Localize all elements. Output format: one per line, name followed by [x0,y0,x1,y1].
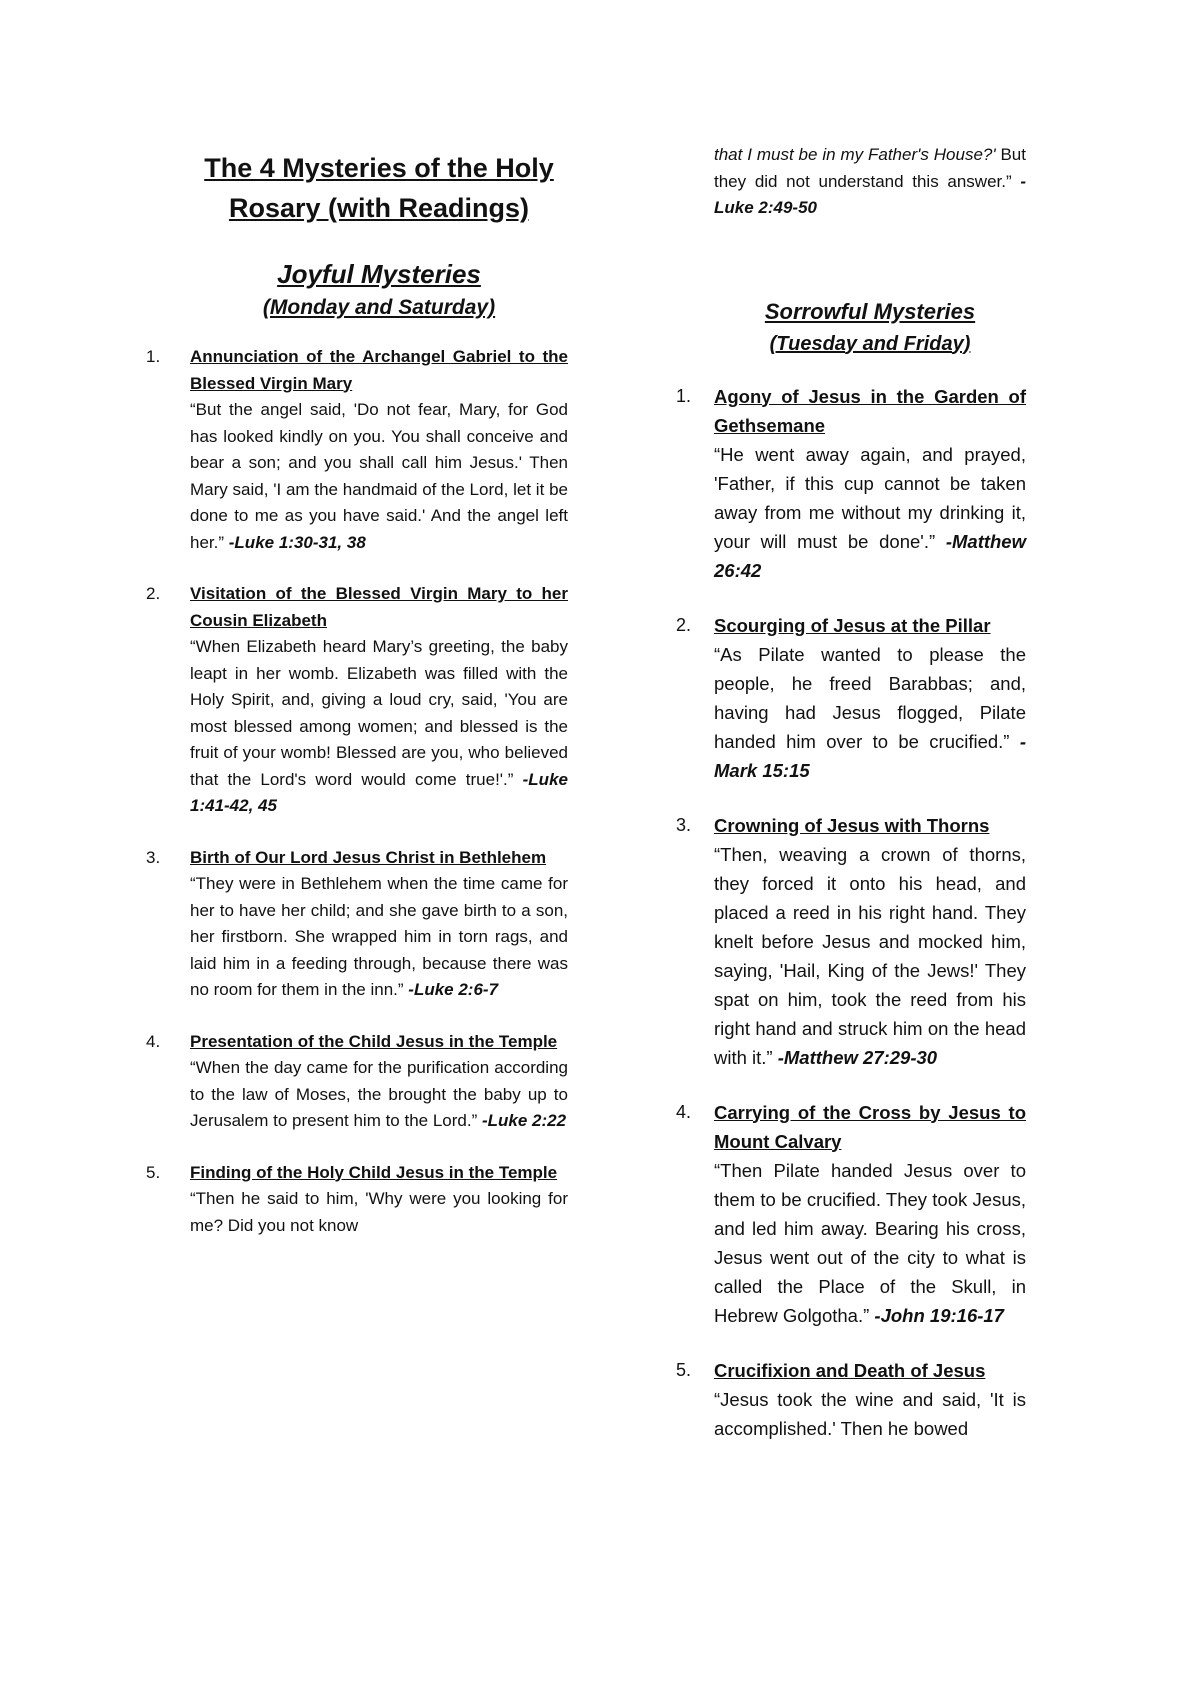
left-column [146,148,568,1264]
sorrowful-mysteries-list [676,382,1026,1443]
mystery-title: Crucifixion and Death of Jesus [714,1359,986,1381]
item-number: 1. [676,385,692,406]
list-item [676,382,1026,585]
right-column [676,142,1026,1469]
mystery-reading [190,1055,568,1135]
reading-text: “Then Pilate handed Jesus over to them to be crucified. They took Jesus, and led him away. Bearing his cross, Jesus went out of the city to what is called the Place of the Skull, in Hebrew Golgotha.” [714,1159,1026,1326]
reading-citation: -Luke 2:22 [481,1111,567,1130]
list-item [146,845,568,1004]
reading-text: “When the day came for the purification according to the law of Moses, the brought the baby up to Jerusalem to present him to the Lord.” [190,1058,568,1130]
sorrowful-section-days: (Tuesday and Friday) [769,332,971,355]
mystery-title: Visitation of the Blessed Virgin Mary to her Cousin Elizabeth [190,584,568,630]
mystery-title: Annunciation of the Archangel Gabriel to the Blessed Virgin Mary [190,347,568,393]
reading-citation: -Luke 1:30-31, 38 [228,532,366,552]
reading-text: “He went away again, and prayed, 'Father, if this cup cannot be taken away from me without my drinking it, your will must be done'.” [714,443,1026,552]
list-item [676,611,1026,785]
sorrowful-section-title: Sorrowful Mysteries [764,298,976,324]
reading-citation: -Luke 2:6-7 [408,980,499,999]
reading-text: “Then he said to him, 'Why were you looking for me? Did you not know [190,1189,568,1235]
mystery-reading [714,840,1026,1072]
list-item [676,811,1026,1072]
reading-text: “As Pilate wanted to please the people, he freed Barabbas; and, having had Jesus flogged, Pilate handed him over to be crucified.” [714,643,1026,752]
mystery-reading [714,640,1026,785]
reading-text: “But the angel said, 'Do not fear, Mary, for God has looked kindly on you. You shall conceive and bear a son; and you shall call him Jesus.' Then Mary said, 'I am the handmaid of the Lord, let it be done to me as you have said.' And the angel left her.” [190,400,568,552]
mystery-reading [714,1156,1026,1330]
item-number: 2. [146,584,161,603]
joyful-continuation [714,142,1026,222]
joyful-mysteries-list [146,344,568,1239]
mystery-reading [190,871,568,1004]
item-number: 5. [676,1359,692,1380]
item-number: 2. [676,614,692,635]
mystery-reading [190,397,568,556]
reading-text: “Jesus took the wine and said, 'It is accomplished.' Then he bowed [714,1388,1026,1439]
list-item [676,1098,1026,1330]
continuation-text: But they did not understand this answer.” [714,145,1026,191]
reading-citation: -Matthew 26:42 [714,530,1026,581]
list-item [146,1029,568,1135]
mystery-reading [714,1385,1026,1443]
reading-text: “They were in Bethlehem when the time came for her to have her child; and she gave birth to a son, her firstborn. She wrapped him in torn rags, and laid him in a feeding through, because there was no room for them in the inn.” [190,874,568,999]
reading-citation: -Mark 15:15 [714,730,1026,781]
item-number: 3. [676,814,692,835]
item-number: 4. [146,1031,161,1051]
item-number: 3. [146,847,161,867]
list-item [146,1160,568,1240]
mystery-title: Crowning of Jesus with Thorns [714,814,990,836]
mystery-title: Presentation of the Child Jesus in the Temple [190,1031,558,1051]
document-title: The 4 Mysteries of the Holy Rosary (with Readings) [204,153,554,223]
list-item [146,581,568,820]
reading-text: “When Elizabeth heard Mary’s greeting, the baby leapt in her womb. Elizabeth was filled with the Holy Spirit, and, giving a loud cry, said, 'You are most blessed among women; and blessed is the fruit of your womb! Blessed are you, who believed that the Lord's word would come true!'.” [190,637,568,789]
mystery-reading [190,634,568,820]
item-number: 1. [146,347,161,366]
list-item [676,1356,1026,1443]
list-item [146,344,568,556]
mystery-reading [714,440,1026,585]
mystery-title: Finding of the Holy Child Jesus in the Temple [190,1162,558,1182]
mystery-title: Agony of Jesus in the Garden of Gethsemane [714,385,1026,436]
joyful-section-days: (Monday and Saturday) [262,296,496,319]
joyful-section-title: Joyful Mysteries [277,259,481,289]
mystery-reading [190,1186,568,1239]
reading-citation: -Luke 1:41-42, 45 [190,769,568,815]
mystery-title: Carrying of the Cross by Jesus to Mount Calvary [714,1101,1026,1152]
continuation-italic: that I must be in my Father's House?' [714,145,996,164]
reading-citation: -Matthew 27:29-30 [777,1046,938,1068]
reading-citation: -John 19:16-17 [874,1304,1004,1326]
reading-text: “Then, weaving a crown of thorns, they forced it onto his head, and placed a reed in his right hand. They knelt before Jesus and mocked him, saying, 'Hail, King of the Jews!' They spat on him, took the reed from his right hand and struck him on the head with it.” [714,843,1026,1068]
continuation-citation: -Luke 2:49-50 [714,171,1026,217]
mystery-title: Birth of Our Lord Jesus Christ in Bethlehem [190,847,547,867]
mystery-title: Scourging of Jesus at the Pillar [714,614,991,636]
item-number: 4. [676,1101,692,1122]
item-number: 5. [146,1162,161,1182]
